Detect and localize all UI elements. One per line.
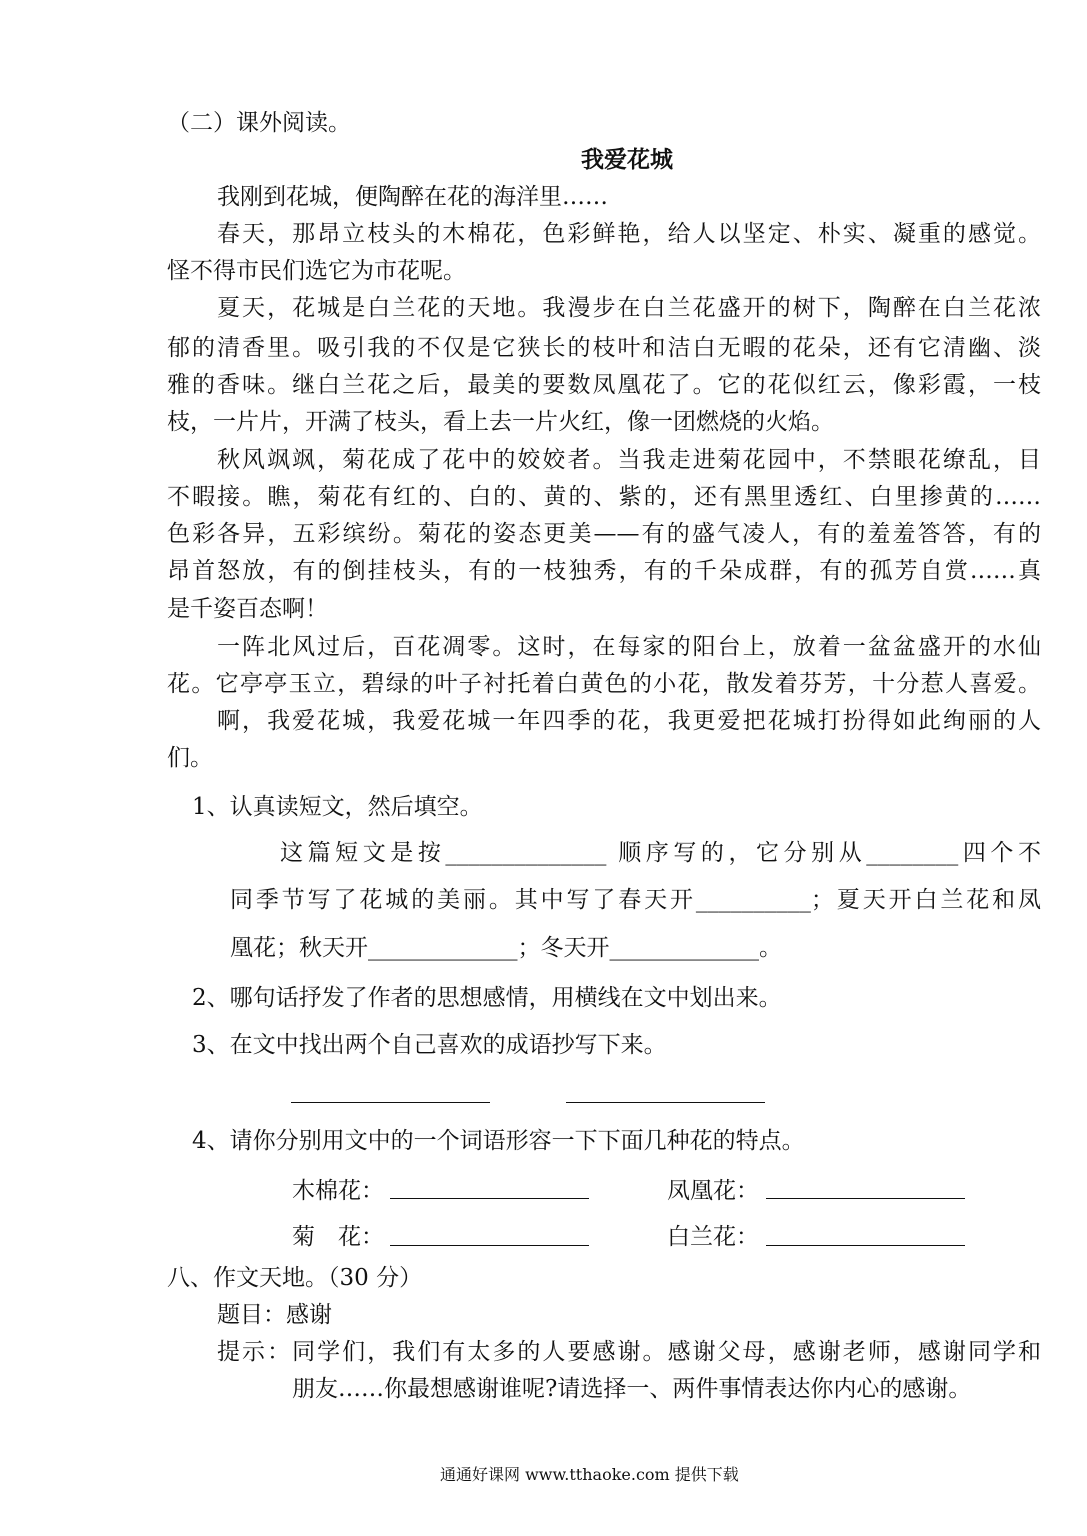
question-3-prompt: 3、在文中找出两个自己喜欢的成语抄写下来。 [192,1032,667,1058]
composition-heading: 八、作文天地。（30 分） [167,1265,423,1291]
idiom-answer-blank-2[interactable] [566,1102,765,1103]
article-line: 春天，那昂立枝头的木棉花，色彩鲜艳，给人以坚定、朴实、凝重的感觉。 [217,221,1041,247]
page-footer: 通通好课网 www.tthaoke.com 提供下载 [440,1465,739,1484]
article-line: 不暇接。瞧，菊花有红的、白的、黄的、紫的，还有黑里透红、白里掺黄的…… [167,484,1041,510]
question-1-prompt: 1、认真读短文，然后填空。 [192,794,483,820]
article-line: 花。它亭亭玉立，碧绿的叶子衬托着白黄色的小花，散发着芬芳，十分惹人喜爱。 [167,671,1041,697]
idiom-answer-blank-1[interactable] [291,1102,490,1103]
question-2-prompt: 2、哪句话抒发了作者的思想感情，用横线在文中划出来。 [192,985,782,1011]
flower-label-magnolia: 白兰花： [667,1224,759,1250]
section-heading: （二）课外阅读。 [167,110,351,136]
article-line: 我刚到花城，便陶醉在花的海洋里…… [217,184,608,210]
composition-hint: 提示：同学们，我们有太多的人要感谢。感谢父母，感谢老师，感谢同学和 [217,1339,1041,1365]
article-line: 色彩各异，五彩缤纷。菊花的姿态更美——有的盛气凌人，有的羞羞答答，有的 [167,521,1041,547]
flower-answer-blank-phoenix[interactable] [766,1198,965,1199]
article-line: 昂首怒放，有的倒挂枝头，有的一枝独秀，有的千朵成群，有的孤芳自赏……真 [167,558,1041,584]
article-line: 啊，我爱花城，我爱花城一年四季的花，我更爱把花城打扮得如此绚丽的人 [217,708,1041,734]
flower-answer-blank-chrysanthemum[interactable] [390,1245,589,1246]
article-line: 枝，一片片，开满了枝头，看上去一片火红，像一团燃烧的火焰。 [167,409,834,435]
article-line: 郁的清香里。吸引我的不仅是它狭长的枝叶和洁白无暇的花朵，还有它清幽、淡 [167,335,1041,361]
flower-answer-blank-kapok[interactable] [390,1198,589,1199]
question-1-fill-line: 同季节写了花城的美丽。其中写了春天开__________；夏天开白兰花和凤 [230,887,1041,913]
question-1-fill-line: 凰花；秋天开_____________；冬天开_____________。 [230,935,782,961]
flower-label-chrysanthemum: 菊 花： [292,1224,384,1250]
article-line: 秋风飒飒，菊花成了花中的姣姣者。当我走进菊花园中，不禁眼花缭乱，目 [217,447,1041,473]
flower-label-kapok: 木棉花： [292,1178,384,1204]
article-line: 们。 [167,745,213,771]
article-line: 怪不得市民们选它为市花呢。 [167,258,466,284]
flower-label-phoenix: 凤凰花： [667,1178,759,1204]
question-4-prompt: 4、请你分别用文中的一个词语形容一下下面几种花的特点。 [192,1128,805,1154]
article-line: 夏天，花城是白兰花的天地。我漫步在白兰花盛开的树下，陶醉在白兰花浓 [217,295,1041,321]
composition-topic: 题目：感谢 [217,1302,332,1328]
article-line: 雅的香味。继白兰花之后，最美的要数凤凰花了。它的花似红云，像彩霞，一枝 [167,372,1041,398]
article-line: 一阵北风过后，百花凋零。这时，在每家的阳台上，放着一盆盆盛开的水仙 [217,634,1041,660]
article-line: 是千姿百态啊！ [167,596,328,622]
flower-answer-blank-magnolia[interactable] [766,1245,965,1246]
composition-hint: 朋友……你最想感谢谁呢?请选择一、两件事情表达你内心的感谢。 [292,1376,972,1402]
question-1-fill-line: 这篇短文是按______________ 顺序写的，它分别从________四个不 [280,840,1041,866]
article-title: 我爱花城 [581,147,673,173]
